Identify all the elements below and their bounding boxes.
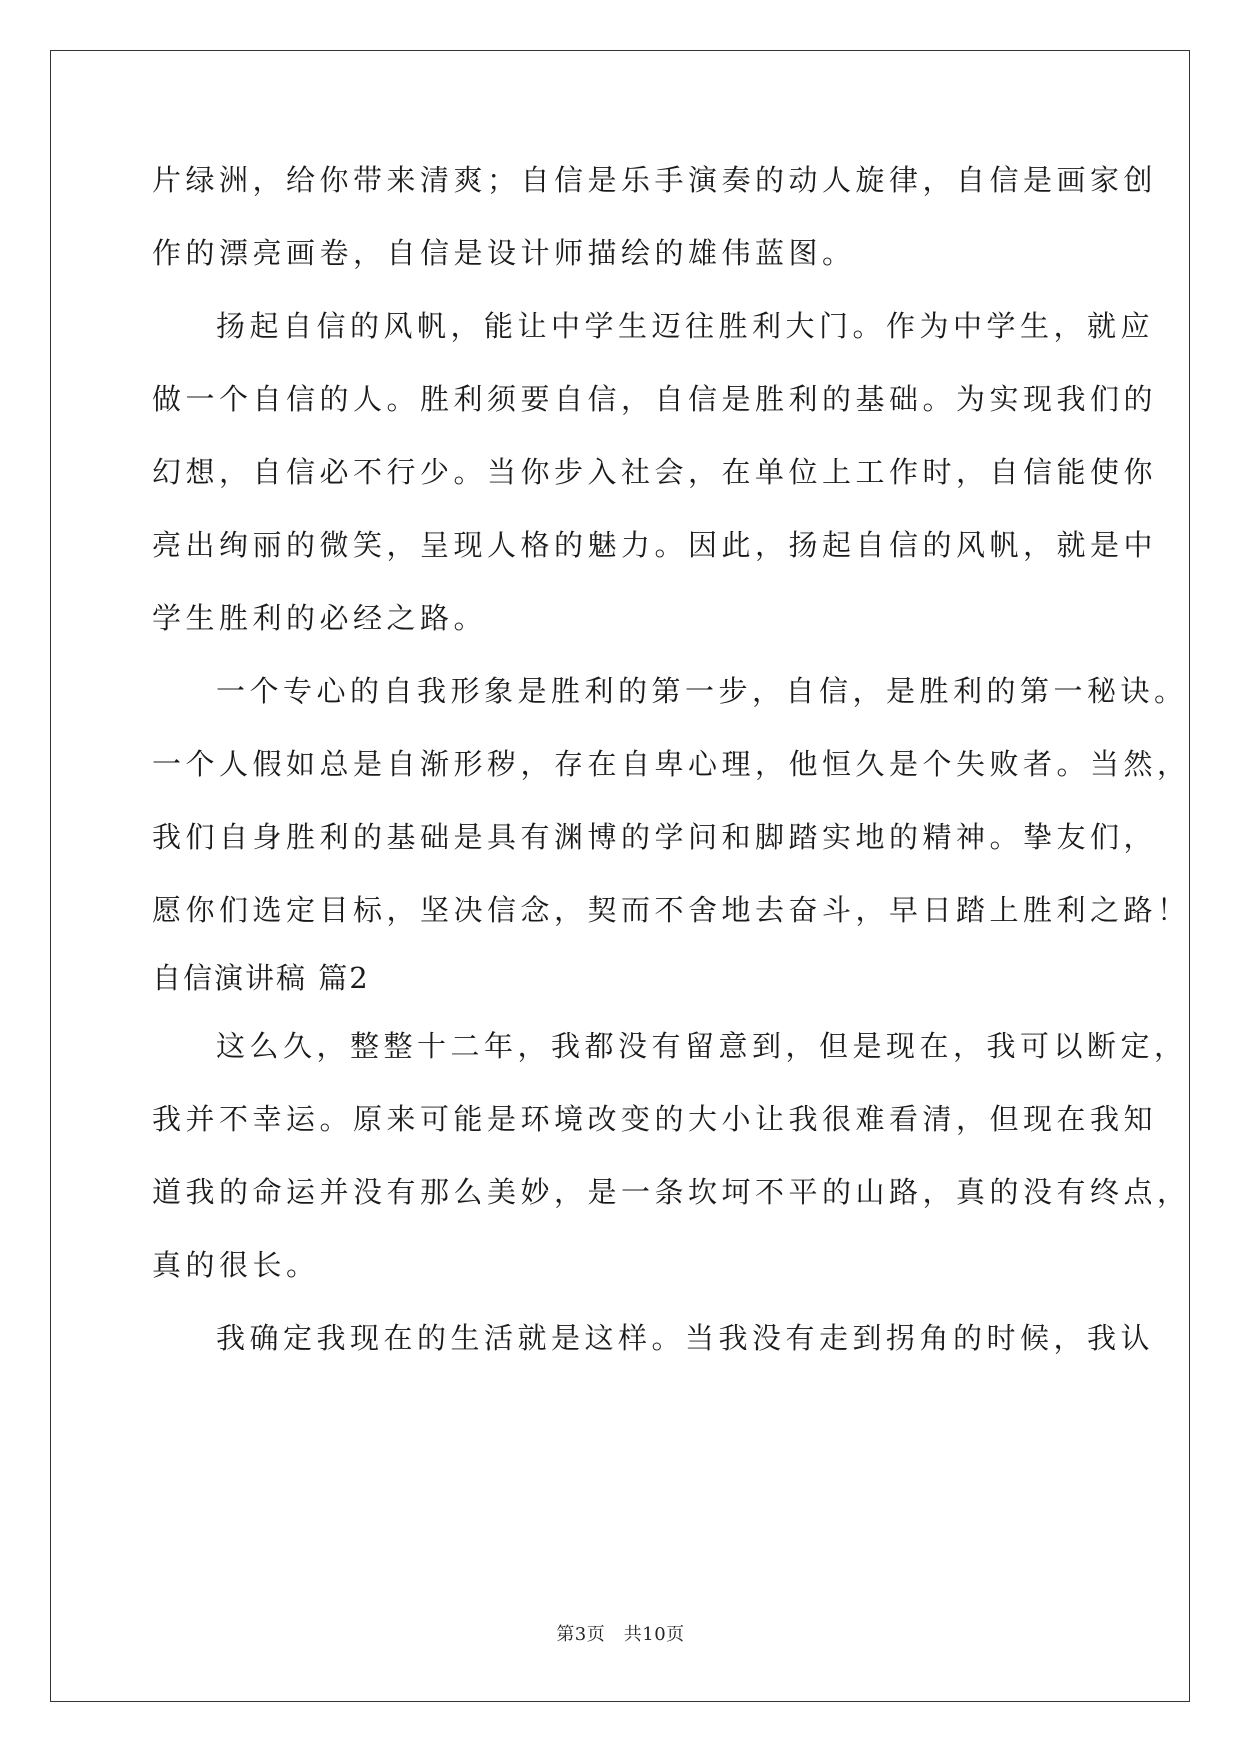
text-line: 真的很长。 [152, 1248, 320, 1282]
text-line: 作的漂亮画卷，自信是设计师描绘的雄伟蓝图。 [152, 236, 856, 270]
text-line: 我们自身胜利的基础是具有渊博的学问和脚踏实地的精神。挚友们， [152, 820, 1158, 854]
text-line: 道我的命运并没有那么美妙，是一条坎坷不平的山路，真的没有终点， [152, 1175, 1191, 1209]
text-line: 学生胜利的必经之路。 [152, 601, 488, 635]
paragraph-start-line: 这么久，整整十二年，我都没有留意到，但是现在，我可以断定， [216, 1029, 1188, 1063]
page-footer: 第3页 共10页 [556, 1624, 685, 1645]
text-line: 愿你们选定目标，坚决信念，契而不舍地去奋斗，早日踏上胜利之路！ [152, 893, 1191, 927]
text-line: 一个人假如总是自渐形秽，存在自卑心理，他恒久是个失败者。当然， [152, 747, 1191, 781]
text-line: 亮出绚丽的微笑，呈现人格的魅力。因此，扬起自信的风帆，就是中 [152, 528, 1158, 562]
paragraph-start-line: 一个专心的自我形象是胜利的第一步，自信，是胜利的第一秘诀。 [216, 674, 1188, 708]
text-line: 做一个自信的人。胜利须要自信，自信是胜利的基础。为实现我们的 [152, 382, 1158, 416]
text-line: 片绿洲，给你带来清爽；自信是乐手演奏的动人旋律，自信是画家创 [152, 163, 1158, 197]
text-line: 我并不幸运。原来可能是环境改变的大小让我很难看清，但现在我知 [152, 1102, 1158, 1136]
paragraph-start-line: 我确定我现在的生活就是这样。当我没有走到拐角的时候，我认 [216, 1321, 1155, 1355]
text-line: 幻想，自信必不行少。当你步入社会，在单位上工作时，自信能使你 [152, 455, 1158, 489]
section-heading: 自信演讲稿 篇2 [152, 961, 370, 995]
paragraph-start-line: 扬起自信的风帆，能让中学生迈往胜利大门。作为中学生，就应 [216, 309, 1155, 343]
page-border [50, 50, 1190, 1702]
